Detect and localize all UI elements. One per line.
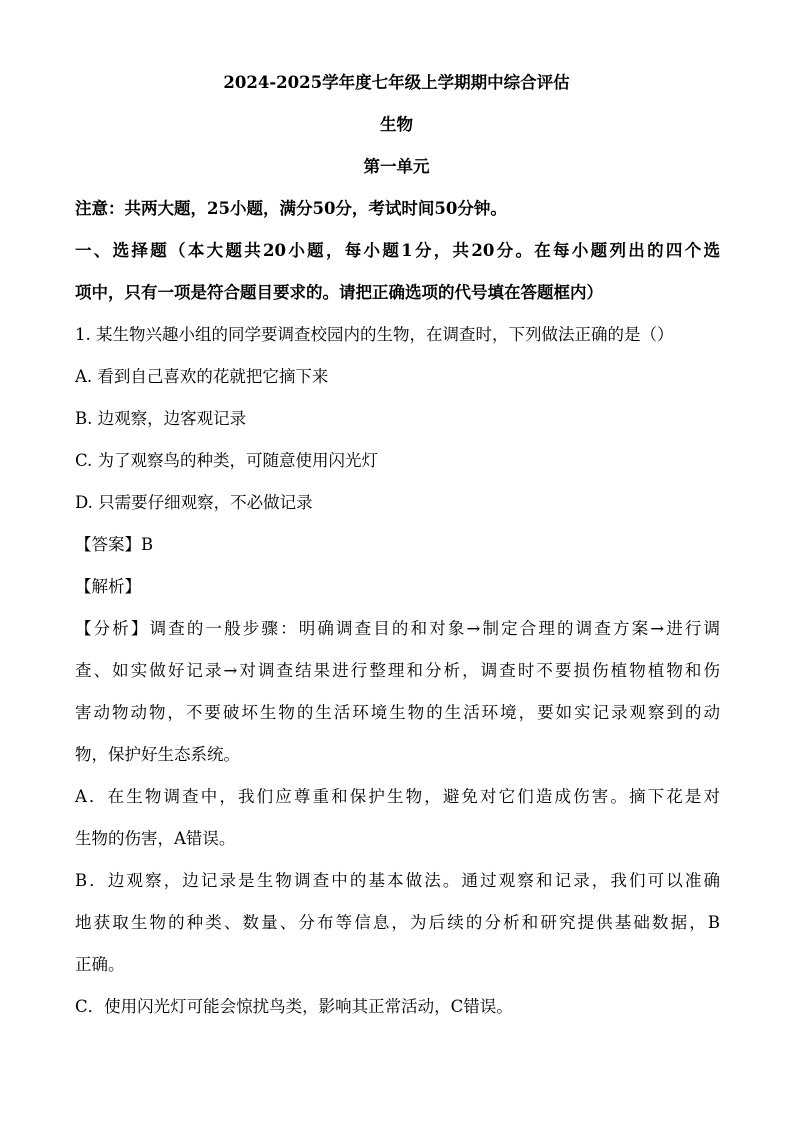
analysis-heading: 【解析】 (75, 577, 141, 596)
option-b: B. 边观察，边客观记录 (75, 409, 247, 428)
question-stem: 1. 某生物兴趣小组的同学要调查校园内的生物，在调查时，下列做法正确的是（） (75, 325, 674, 344)
option-a: A. 看到自己喜欢的花就把它摘下来 (75, 367, 329, 386)
unit-title: 第一单元 (363, 157, 430, 176)
analysis-line: 【分析】调查的一般步骤：明确调查目的和对象→制定合理的调查方案→进行调 (75, 619, 720, 638)
section-instructions-line-1: 一、选择题（本大题共20小题，每小题1分，共20分。在每小题列出的四个选 (75, 241, 720, 260)
analysis-line: C．使用闪光灯可能会惊扰鸟类，影响其正常活动，C错误。 (75, 997, 513, 1016)
document-title: 2024-2025学年度七年级上学期期中综合评估 (223, 73, 570, 92)
analysis-line: 正确。 (75, 955, 125, 974)
section-instructions-line-2: 项中，只有一项是符合题目要求的。请把正确选项的代号填在答题框内） (75, 283, 603, 302)
analysis-line: 害动物动物，不要破坏生物的生活环境生物的生活环境，要如实记录观察到的动 (75, 703, 720, 722)
exam-notice: 注意：共两大题，25小题，满分50分，考试时间50分钟。 (75, 199, 507, 218)
option-c: C. 为了观察鸟的种类，可随意使用闪光灯 (75, 451, 379, 470)
analysis-line: B．边观察，边记录是生物调查中的基本做法。通过观察和记录，我们可以准确 (75, 871, 720, 890)
analysis-line: A．在生物调查中，我们应尊重和保护生物，避免对它们造成伤害。摘下花是对 (75, 787, 720, 806)
analysis-line: 物，保护好生态系统。 (75, 745, 240, 764)
subject-title: 生物 (380, 115, 413, 134)
analysis-line: 查、如实做好记录→对调查结果进行整理和分析，调查时不要损伤植物植物和伤 (75, 661, 720, 680)
analysis-line: 地获取生物的种类、数量、分布等信息，为后续的分析和研究提供基础数据，B (75, 913, 720, 932)
answer-label: 【答案】B (75, 535, 154, 554)
analysis-line: 生物的伤害，A错误。 (75, 829, 236, 848)
option-d: D. 只需要仔细观察，不必做记录 (75, 493, 313, 512)
